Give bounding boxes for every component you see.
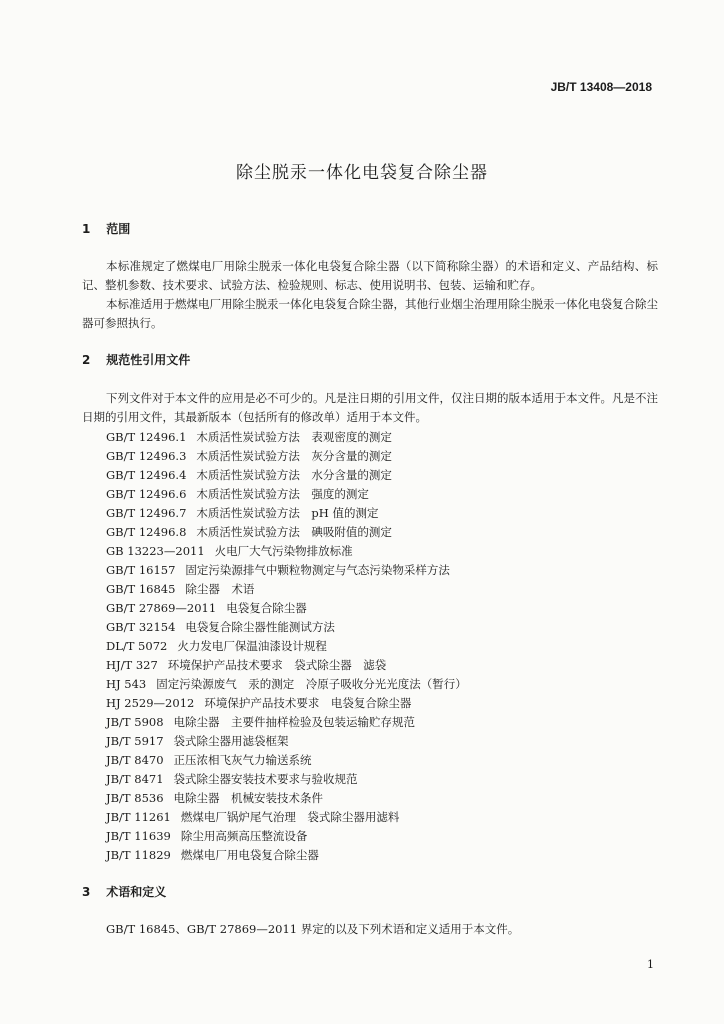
reference-code: GB/T 12496.7	[106, 506, 187, 520]
reference-code: JB/T 11639	[106, 829, 171, 843]
reference-item	[106, 504, 467, 523]
reference-item	[106, 599, 467, 618]
reference-item	[106, 656, 467, 675]
reference-code: JB/T 5917	[106, 734, 164, 748]
reference-item	[106, 466, 467, 485]
reference-code: GB/T 16157	[106, 563, 176, 577]
reference-code: JB/T 11829	[106, 848, 171, 862]
reference-title: 正压浓相飞灰气力输送系统	[173, 753, 312, 767]
reference-item	[106, 561, 467, 580]
reference-code: GB/T 12496.3	[106, 449, 187, 463]
section-number: 1	[82, 222, 91, 236]
reference-code: JB/T 8471	[106, 772, 164, 786]
reference-item	[106, 485, 467, 504]
reference-title: 环境保护产品技术要求 电袋复合除尘器	[204, 696, 412, 710]
reference-code: HJ 543	[106, 677, 147, 691]
reference-item	[106, 618, 467, 637]
section-heading-normative-references	[82, 351, 190, 368]
reference-title: 除尘用高频高压整流设备	[180, 829, 308, 843]
reference-title: 燃煤电厂用电袋复合除尘器	[180, 848, 319, 862]
reference-code: GB/T 16845	[106, 582, 176, 596]
reference-item	[106, 846, 467, 865]
section-number: 3	[82, 885, 91, 899]
reference-item	[106, 827, 467, 846]
page-number: 1	[647, 958, 654, 971]
reference-title: 除尘器 术语	[185, 582, 255, 596]
reference-item	[106, 808, 467, 827]
reference-code: GB/T 12496.1	[106, 430, 187, 444]
reference-title: 环境保护产品技术要求 袋式除尘器 滤袋	[167, 658, 387, 672]
scope-paragraph-1: 本标准规定了燃煤电厂用除尘脱汞一体化电袋复合除尘器（以下简称除尘器）的术语和定义、产品结构、标记、整机参数、技术要求、试验方法、检验规则、标志、使用说明书、包装、运输和贮存。	[82, 259, 658, 292]
standard-number: JB/T 13408—2018	[550, 80, 652, 94]
reference-title: 火力发电厂保温油漆设计规程	[177, 639, 327, 653]
reference-title: 电除尘器 机械安装技术条件	[173, 791, 324, 805]
reference-code: GB 13223—2011	[106, 544, 205, 558]
reference-title: 燃煤电厂锅炉尾气治理 袋式除尘器用滤料	[180, 810, 400, 824]
reference-title: 木质活性炭试验方法 水分含量的测定	[196, 468, 392, 482]
reference-item	[106, 751, 467, 770]
reference-item	[106, 580, 467, 599]
reference-title: 木质活性炭试验方法 表观密度的测定	[196, 430, 392, 444]
section-title: 范围	[106, 222, 131, 236]
reference-title: 木质活性炭试验方法 灰分含量的测定	[196, 449, 392, 463]
reference-title: 固定污染源排气中颗粒物测定与气态污染物采样方法	[185, 563, 450, 577]
reference-code: GB/T 27869—2011	[106, 601, 217, 615]
reference-list	[106, 428, 467, 865]
reference-item	[106, 770, 467, 789]
section-heading-terms-and-definitions	[82, 883, 166, 900]
reference-code: GB/T 32154	[106, 620, 176, 634]
reference-code: JB/T 8536	[106, 791, 164, 805]
section-heading-scope	[82, 220, 130, 237]
reference-title: 电袋复合除尘器性能测试方法	[185, 620, 335, 634]
reference-item	[106, 789, 467, 808]
reference-title: 木质活性炭试验方法 碘吸附值的测定	[196, 525, 392, 539]
reference-code: JB/T 5908	[106, 715, 164, 729]
reference-code: GB/T 12496.6	[106, 487, 187, 501]
reference-item	[106, 447, 467, 466]
terms-intro-paragraph: GB/T 16845、GB/T 27869—2011 界定的以及下列术语和定义适用于本文件。	[106, 922, 520, 936]
reference-title: 固定污染源废气 汞的测定 冷原子吸收分光光度法（暂行）	[156, 677, 467, 691]
reference-code: GB/T 12496.4	[106, 468, 187, 482]
reference-code: JB/T 11261	[106, 810, 171, 824]
reference-item	[106, 732, 467, 751]
reference-item	[106, 523, 467, 542]
reference-item	[106, 713, 467, 732]
reference-title: 电袋复合除尘器	[226, 601, 307, 615]
scope-paragraph-2: 本标准适用于燃煤电厂用除尘脱汞一体化电袋复合除尘器，其他行业烟尘治理用除尘脱汞一体化电袋复合除尘器可参照执行。	[82, 297, 658, 330]
section-title: 术语和定义	[106, 885, 167, 899]
reference-code: JB/T 8470	[106, 753, 164, 767]
reference-item	[106, 542, 467, 561]
reference-item	[106, 675, 467, 694]
reference-code: HJ/T 327	[106, 658, 158, 672]
reference-title: 木质活性炭试验方法 pH 值的测定	[196, 506, 379, 520]
reference-item	[106, 694, 467, 713]
reference-item	[106, 428, 467, 447]
reference-item	[106, 637, 467, 656]
references-intro-paragraph: 下列文件对于本文件的应用是必不可少的。凡是注日期的引用文件，仅注日期的版本适用于本文件。凡是不注日期的引用文件，其最新版本（包括所有的修改单）适用于本文件。	[82, 391, 658, 424]
section-title: 规范性引用文件	[106, 353, 191, 367]
reference-code: GB/T 12496.8	[106, 525, 187, 539]
reference-title: 电除尘器 主要件抽样检验及包装运输贮存规范	[173, 715, 416, 729]
document-title: 除尘脱汞一体化电袋复合除尘器	[236, 163, 488, 183]
section-number: 2	[82, 353, 91, 367]
reference-code: DL/T 5072	[106, 639, 168, 653]
reference-title: 袋式除尘器安装技术要求与验收规范	[173, 772, 358, 786]
reference-title: 袋式除尘器用滤袋框架	[173, 734, 289, 748]
reference-code: HJ 2529—2012	[106, 696, 195, 710]
reference-title: 火电厂大气污染物排放标准	[214, 544, 353, 558]
reference-title: 木质活性炭试验方法 强度的测定	[196, 487, 369, 501]
